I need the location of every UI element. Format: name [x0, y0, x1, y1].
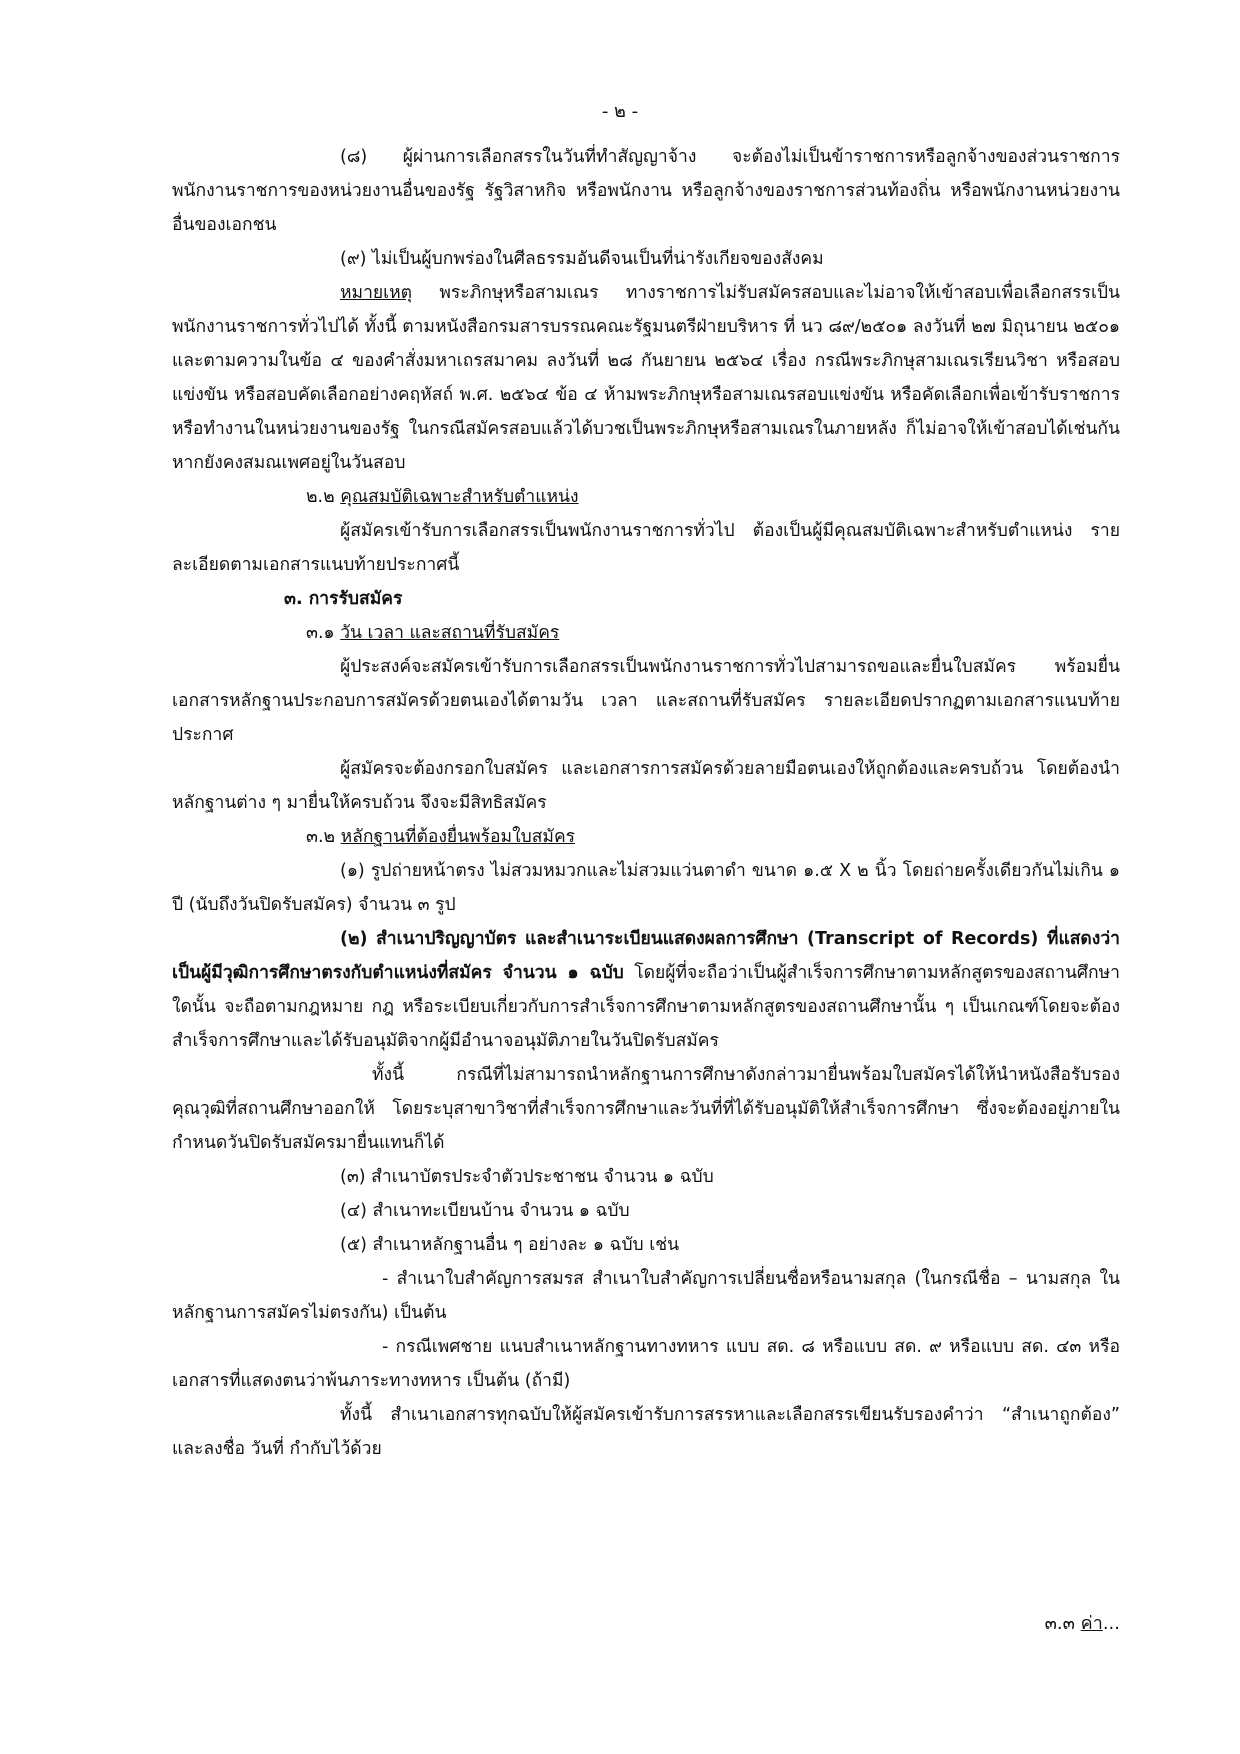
document-item-3: (๓) สำเนาบัตรประจำตัวประชาชน จำนวน ๑ ฉบับ	[340, 1167, 714, 1187]
document-item-5: (๕) สำเนาหลักฐานอื่น ๆ อย่างละ ๑ ฉบับ เช่น	[340, 1235, 680, 1255]
page-number: - ๒ -	[601, 101, 639, 122]
qualification-8: (๘) ผู้ผ่านการเลือกสรรในวันที่ทำสัญญาจ้าง จะต้องไม่เป็นข้าราชการหรือลูกจ้างของส่วนราชการ พนักงานราชการของหน่วยงานอื่นของรัฐ รัฐวิสาหกิจ หรือพนักงาน หรือลูกจ้างของราชการส่วนท้องถิ่น หรือพนักงานหน่วยงานอื่นของเอกชน	[172, 147, 1120, 235]
note-paragraph	[172, 276, 1120, 480]
document-item-4: (๔) สำเนาทะเบียนบ้าน จำนวน ๑ ฉบับ	[340, 1201, 630, 1221]
continuation-marker	[1045, 1608, 1120, 1637]
section-3-1-heading	[172, 616, 1120, 650]
document-body	[172, 140, 1120, 1466]
document-item-1: (๑) รูปถ่ายหน้าตรง ไม่สวมหมวกและไม่สวมแว่นตาดำ ขนาด ๑.๕ X ๒ นิ้ว โดยถ่ายครั้งเดียวกันไม่เกิน ๑ ปี (นับถึงวันปิดรับสมัคร) จำนวน ๓ รูป	[172, 861, 1120, 915]
document-item-5-sub-2: - กรณีเพศชาย แนบสำเนาหลักฐานทางทหาร แบบ สด. ๘ หรือแบบ สด. ๙ หรือแบบ สด. ๔๓ หรือเอกสารที่แสดงตนว่าพ้นภาระทางทหาร เป็นต้น (ถ้ามี)	[172, 1337, 1120, 1391]
section-3-1-title: วัน เวลา และสถานที่รับสมัคร	[340, 623, 560, 643]
section-3-1-text-b: ผู้สมัครจะต้องกรอกใบสมัคร และเอกสารการสมัครด้วยลายมือตนเองให้ถูกต้องและครบถ้วน โดยต้องนำหลักฐานต่าง ๆ มายื่นให้ครบถ้วน จึงจะมีสิทธิสมัคร	[172, 759, 1120, 813]
document-item-2-bold: (๒) สำเนาปริญญาบัตร และสำเนาระเบียนแสดงผลการศึกษา (Transcript of Records) ที่แสดงว่าเป็นผู้มีวุฒิการศึกษาตรงกับตำแหน่งที่สมัคร จำนวน ๑ ฉบับ	[172, 929, 1120, 983]
section-3-2-number: ๓.๒	[306, 827, 341, 847]
section-3-2-heading	[172, 820, 1120, 854]
document-item-2	[172, 922, 1120, 1058]
qualification-9: (๙) ไม่เป็นผู้บกพร่องในศีลธรรมอันดีจนเป็นที่น่ารังเกียจของสังคม	[340, 249, 824, 269]
section-2-2-heading	[172, 480, 1120, 514]
continuation-ellipsis: ...	[1102, 1613, 1120, 1634]
section-3-1-number: ๓.๑	[306, 623, 341, 643]
section-2-2-title: คุณสมบัติเฉพาะสำหรับตำแหน่ง	[340, 487, 579, 507]
document-item-5-sub-1: - สำเนาใบสำคัญการสมรส สำเนาใบสำคัญการเปลี่ยนชื่อหรือนามสกุล (ในกรณีชื่อ – นามสกุล ในหลักฐานการสมัครไม่ตรงกัน) เป็นต้น	[172, 1269, 1120, 1323]
certify-copies-paragraph: ทั้งนี้ สำเนาเอกสารทุกฉบับให้ผู้สมัครเข้ารับการสรรหาและเลือกสรรเขียนรับรองคำว่า “สำเนาถูกต้อง” และลงชื่อ วันที่ กำกับไว้ด้วย	[172, 1405, 1120, 1459]
note-label: หมายเหตุ	[340, 283, 413, 303]
continuation-word: ค่า	[1080, 1613, 1103, 1634]
section-3-heading: ๓. การรับสมัคร	[284, 589, 403, 609]
education-exception-paragraph: ทั้งนี้ กรณีที่ไม่สามารถนำหลักฐานการศึกษาดังกล่าวมายื่นพร้อมใบสมัครได้ให้นำหนังสือรับรองคุณวุฒิที่สถานศึกษาออกให้ โดยระบุสาขาวิชาที่สำเร็จการศึกษาและวันที่ที่ได้รับอนุมัติให้สำเร็จการศึกษา ซึ่งจะต้องอยู่ภายในกำหนดวันปิดรับสมัครมายื่นแทนก็ได้	[172, 1065, 1120, 1153]
section-2-2-text: ผู้สมัครเข้ารับการเลือกสรรเป็นพนักงานราชการทั่วไป ต้องเป็นผู้มีคุณสมบัติเฉพาะสำหรับตำแหน่ง รายละเอียดตามเอกสารแนบท้ายประกาศนี้	[172, 521, 1120, 575]
continuation-number: ๓.๓	[1044, 1613, 1081, 1634]
note-text: พระภิกษุหรือสามเณร ทางราชการไม่รับสมัครสอบและไม่อาจให้เข้าสอบเพื่อเลือกสรรเป็นพนักงานราชการทั่วไปได้ ทั้งนี้ ตามหนังสือกรมสารบรรณคณะรัฐมนตรีฝ่ายบริหาร ที่ นว ๘๙/๒๕๐๑ ลงวันที่ ๒๗ มิถุนายน ๒๕๐๑ และตามความในข้อ ๔ ของคำสั่งมหาเถรสมาคม ลงวันที่ ๒๘ กันยายน ๒๕๖๔ เรื่อง กรณีพระภิกษุสามเณรเรียนวิชา หรือสอบแข่งขัน หรือสอบคัดเลือกอย่างคฤหัสถ์ พ.ศ. ๒๕๖๔ ข้อ ๔ ห้ามพระภิกษุหรือสามเณรสอบแข่งขัน หรือคัดเลือกเพื่อเข้ารับราชการหรือทำงานในหน่วยงานของรัฐ ในกรณีสมัครสอบแล้วได้บวชเป็นพระภิกษุหรือสามเณรในภายหลัง ก็ไม่อาจให้เข้าสอบได้เช่นกันหากยังคงสมณเพศอยู่ในวันสอบ	[172, 283, 1120, 473]
section-3-2-title: หลักฐานที่ต้องยื่นพร้อมใบสมัคร	[340, 827, 576, 847]
section-2-2-number: ๒.๒	[306, 487, 341, 507]
section-3-1-text-a: ผู้ประสงค์จะสมัครเข้ารับการเลือกสรรเป็นพนักงานราชการทั่วไปสามารถขอและยื่นใบสมัคร พร้อมยื่นเอกสารหลักฐานประกอบการสมัครด้วยตนเองได้ตามวัน เวลา และสถานที่รับสมัคร รายละเอียดปรากฏตามเอกสารแนบท้ายประกาศ	[172, 657, 1120, 745]
document-item-2-rest: โดยผู้ที่จะถือว่าเป็นผู้สำเร็จการศึกษาตามหลักสูตรของสถานศึกษาใดนั้น จะถือตามกฎหมาย กฎ หรือระเบียบเกี่ยวกับการสำเร็จการศึกษาตามหลักสูตรของสถานศึกษานั้น ๆ เป็นเกณฑ์โดยจะต้องสำเร็จการศึกษาและได้รับอนุมัติจากผู้มีอำนาจอนุมัติภายในวันปิดรับสมัคร	[172, 963, 1120, 1051]
